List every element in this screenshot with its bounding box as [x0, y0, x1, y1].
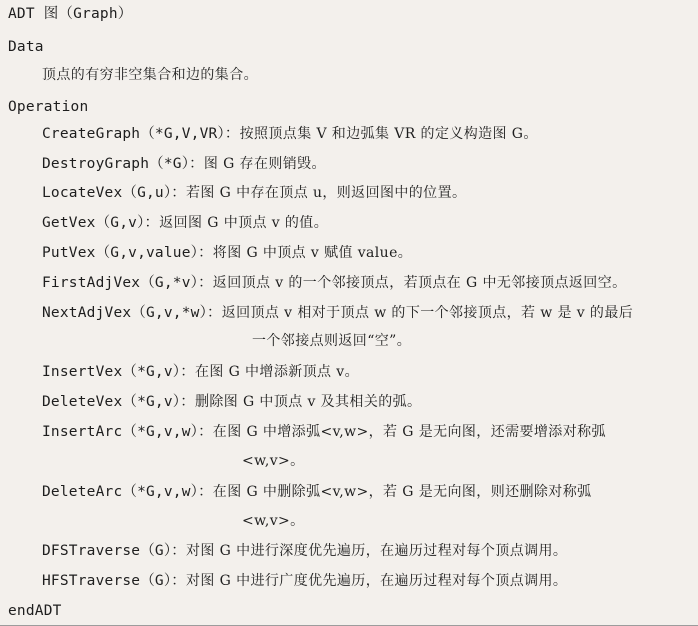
operation-signature: InsertArc（*G,v,w）：: [42, 424, 213, 440]
operation-item: [42, 571, 567, 591]
operation-item: [42, 303, 633, 323]
data-description: 顶点的有穷非空集合和边的集合。: [42, 67, 258, 83]
operation-description: 按照顶点集 V 和边弧集 VR 的定义构造图 G。: [239, 126, 538, 142]
operation-description: 将图 G 中顶点 v 赋值 value。: [212, 245, 413, 261]
operation-description-continued: <w,v>。: [242, 513, 305, 529]
operation-description: 返回顶点 v 相对于顶点 w 的下一个邻接顶点，若 w 是 v 的最后: [221, 305, 634, 321]
operation-signature: FirstAdjVex（G,*v）：: [42, 275, 213, 291]
operation-signature: NextAdjVex（G,v,*w）：: [42, 305, 222, 321]
operation-description: 返回图 G 中顶点 v 的值。: [159, 215, 329, 231]
data-label: Data: [8, 39, 44, 55]
operation-description: 返回顶点 v 的一个邻接顶点，若顶点在 G 中无邻接顶点返回空。: [212, 275, 627, 291]
operation-description: 删除图 G 中顶点 v 及其相关的弧。: [194, 394, 422, 410]
operation-label: Operation: [8, 99, 89, 115]
operation-description: 在图 G 中增添新顶点 v。: [194, 364, 359, 380]
operation-signature: DFSTraverse（G）：: [42, 543, 187, 559]
operation-description: 图 G 存在则销毁。: [203, 156, 326, 172]
operation-item: [42, 392, 421, 412]
adt-title: ADT 图（Graph）: [8, 6, 133, 22]
operation-description: 若图 G 中存在顶点 u，则返回图中的位置。: [186, 185, 467, 201]
operation-description-continued: 一个邻接点则返回“空”。: [252, 333, 412, 349]
operation-description: 在图 G 中增添弧<v,w>，若 G 是无向图，还需要增添对称弧: [212, 424, 606, 440]
operation-item: [42, 124, 538, 144]
operation-description: 对图 G 中进行广度优先遍历，在遍历过程对每个顶点调用。: [186, 573, 568, 589]
operation-item: [42, 213, 328, 233]
operation-description-continued: <w,v>。: [242, 453, 305, 469]
operation-signature: GetVex（G,v）：: [42, 215, 160, 231]
operation-item: [42, 482, 592, 502]
operation-signature: InsertVex（*G,v）：: [42, 364, 195, 380]
operation-item: [42, 183, 466, 203]
operation-item: [42, 362, 359, 382]
end-label: endADT: [8, 603, 62, 619]
operation-item: [42, 154, 326, 174]
operation-signature: PutVex（G,v,value）：: [42, 245, 213, 261]
operation-signature: LocateVex（G,u）：: [42, 185, 187, 201]
operation-item: [42, 422, 606, 442]
operation-description: 对图 G 中进行深度优先遍历，在遍历过程对每个顶点调用。: [186, 543, 568, 559]
operation-signature: DestroyGraph（*G）：: [42, 156, 204, 172]
operation-signature: CreateGraph（*G,V,VR）：: [42, 126, 240, 142]
operation-signature: DeleteVex（*G,v）：: [42, 394, 195, 410]
operation-item: [42, 243, 412, 263]
operation-signature: DeleteArc（*G,v,w）：: [42, 484, 213, 500]
operation-signature: HFSTraverse（G）：: [42, 573, 187, 589]
operation-item: [42, 273, 627, 293]
operation-description: 在图 G 中删除弧<v,w>，若 G 是无向图，则还删除对称弧: [212, 484, 592, 500]
operation-item: [42, 541, 567, 561]
